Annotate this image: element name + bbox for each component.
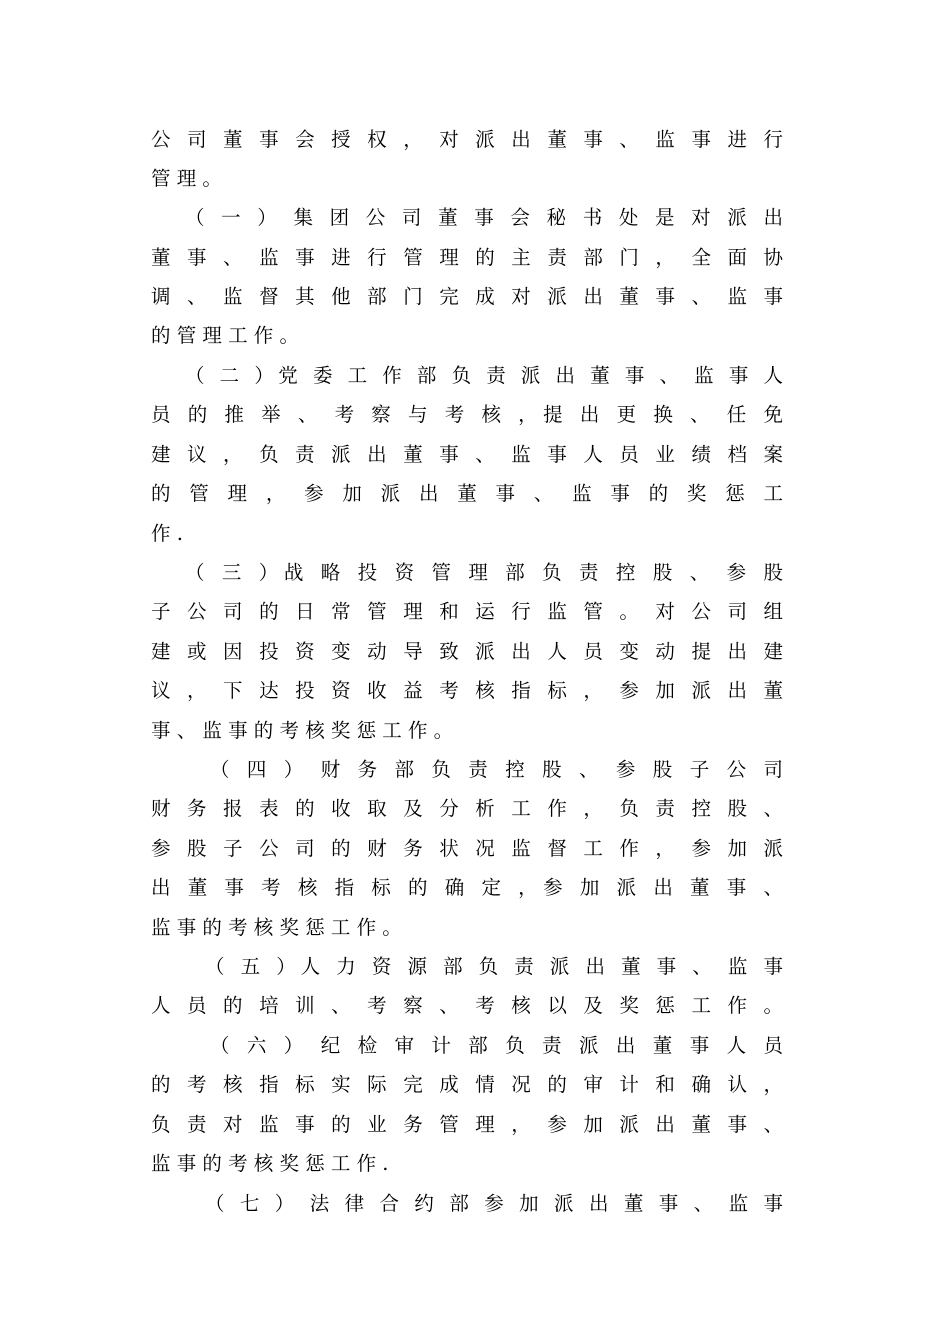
text-line: 员 的 推 举 、 考 察 与 考 核 ，提 出 更 换 、 任 免 bbox=[151, 403, 783, 426]
text-line: 管 理 。 bbox=[151, 167, 222, 190]
paragraph-heading-4: （ 四 ） 财 务 部 负 责 控 股 、 参 股 子 公 司 bbox=[210, 758, 783, 781]
text-line: 事 、 监 事 的 考 核 奖 惩 工 作 。 bbox=[151, 719, 454, 742]
text-line: 出 董 事 考 核 指 标 的 确 定 ，参 加 派 出 董 事 、 bbox=[151, 876, 783, 899]
paragraph-heading-1: （ 一 ） 集 团 公 司 董 事 会 秘 书 处 是 对 派 出 bbox=[185, 206, 783, 229]
text-line: 公 司 董 事 会 授 权 ， 对 派 出 董 事 、 监 事 进 行 bbox=[151, 128, 783, 151]
text-line: 董 事 、 监 事 进 行 管 理 的 主 责 部 门 ， 全 面 协 bbox=[151, 246, 783, 269]
text-line: 的 管 理 工 作 。 bbox=[151, 324, 299, 347]
paragraph-heading-5: （ 五 ）人 力 资 源 部 负 责 派 出 董 事 、 监 事 bbox=[205, 955, 783, 978]
text-line: 参 股 子 公 司 的 财 务 状 况 监 督 工 作 ， 参 加 派 bbox=[151, 837, 783, 860]
text-line: 监 事 的 考 核 奖 惩 工 作 . bbox=[151, 1152, 389, 1175]
text-line: 建 或 因 投 资 变 动 导 致 派 出 人 员 变 动 提 出 建 bbox=[151, 640, 783, 663]
paragraph-heading-3: （ 三 ）战 略 投 资 管 理 部 负 责 控 股 、 参 股 bbox=[185, 561, 783, 584]
paragraph-heading-6: （ 六 ） 纪 检 审 计 部 负 责 派 出 董 事 人 员 bbox=[210, 1034, 783, 1057]
paragraph-heading-2: （ 二 ）党 委 工 作 部 负 责 派 出 董 事 、 监 事 人 bbox=[185, 364, 783, 387]
text-line: 监 事 的 考 核 奖 惩 工 作 。 bbox=[151, 916, 402, 939]
text-line: 的 考 核 指 标 实 际 完 成 情 况 的 审 计 和 确 认 ， bbox=[151, 1073, 783, 1096]
text-line: 建 议 ， 负 责 派 出 董 事 、 监 事 人 员 业 绩 档 案 bbox=[151, 443, 783, 466]
text-line: 议 ， 下 达 投 资 收 益 考 核 指 标 ， 参 加 派 出 董 bbox=[151, 679, 783, 702]
text-line: 人 员 的 培 训 、 考 察 、 考 核 以 及 奖 惩 工 作 。 bbox=[151, 994, 783, 1017]
text-line: 调 、 监 督 其 他 部 门 完 成 对 派 出 董 事 、 监 事 bbox=[151, 285, 783, 308]
text-line: 的 管 理 ， 参 加 派 出 董 事 、 监 事 的 奖 惩 工 bbox=[151, 482, 783, 505]
paragraph-heading-7: （ 七 ） 法 律 合 约 部 参 加 派 出 董 事 、 监 事 bbox=[205, 1192, 783, 1215]
text-line: 财 务 报 表 的 收 取 及 分 析 工 作 ， 负 责 控 股 、 bbox=[151, 797, 783, 820]
text-line: 负 责 对 监 事 的 业 务 管 理 ， 参 加 派 出 董 事 、 bbox=[151, 1113, 783, 1136]
text-line: 子 公 司 的 日 常 管 理 和 运 行 监 管 。 对 公 司 组 bbox=[151, 600, 783, 623]
text-line: 作 . bbox=[151, 522, 183, 545]
